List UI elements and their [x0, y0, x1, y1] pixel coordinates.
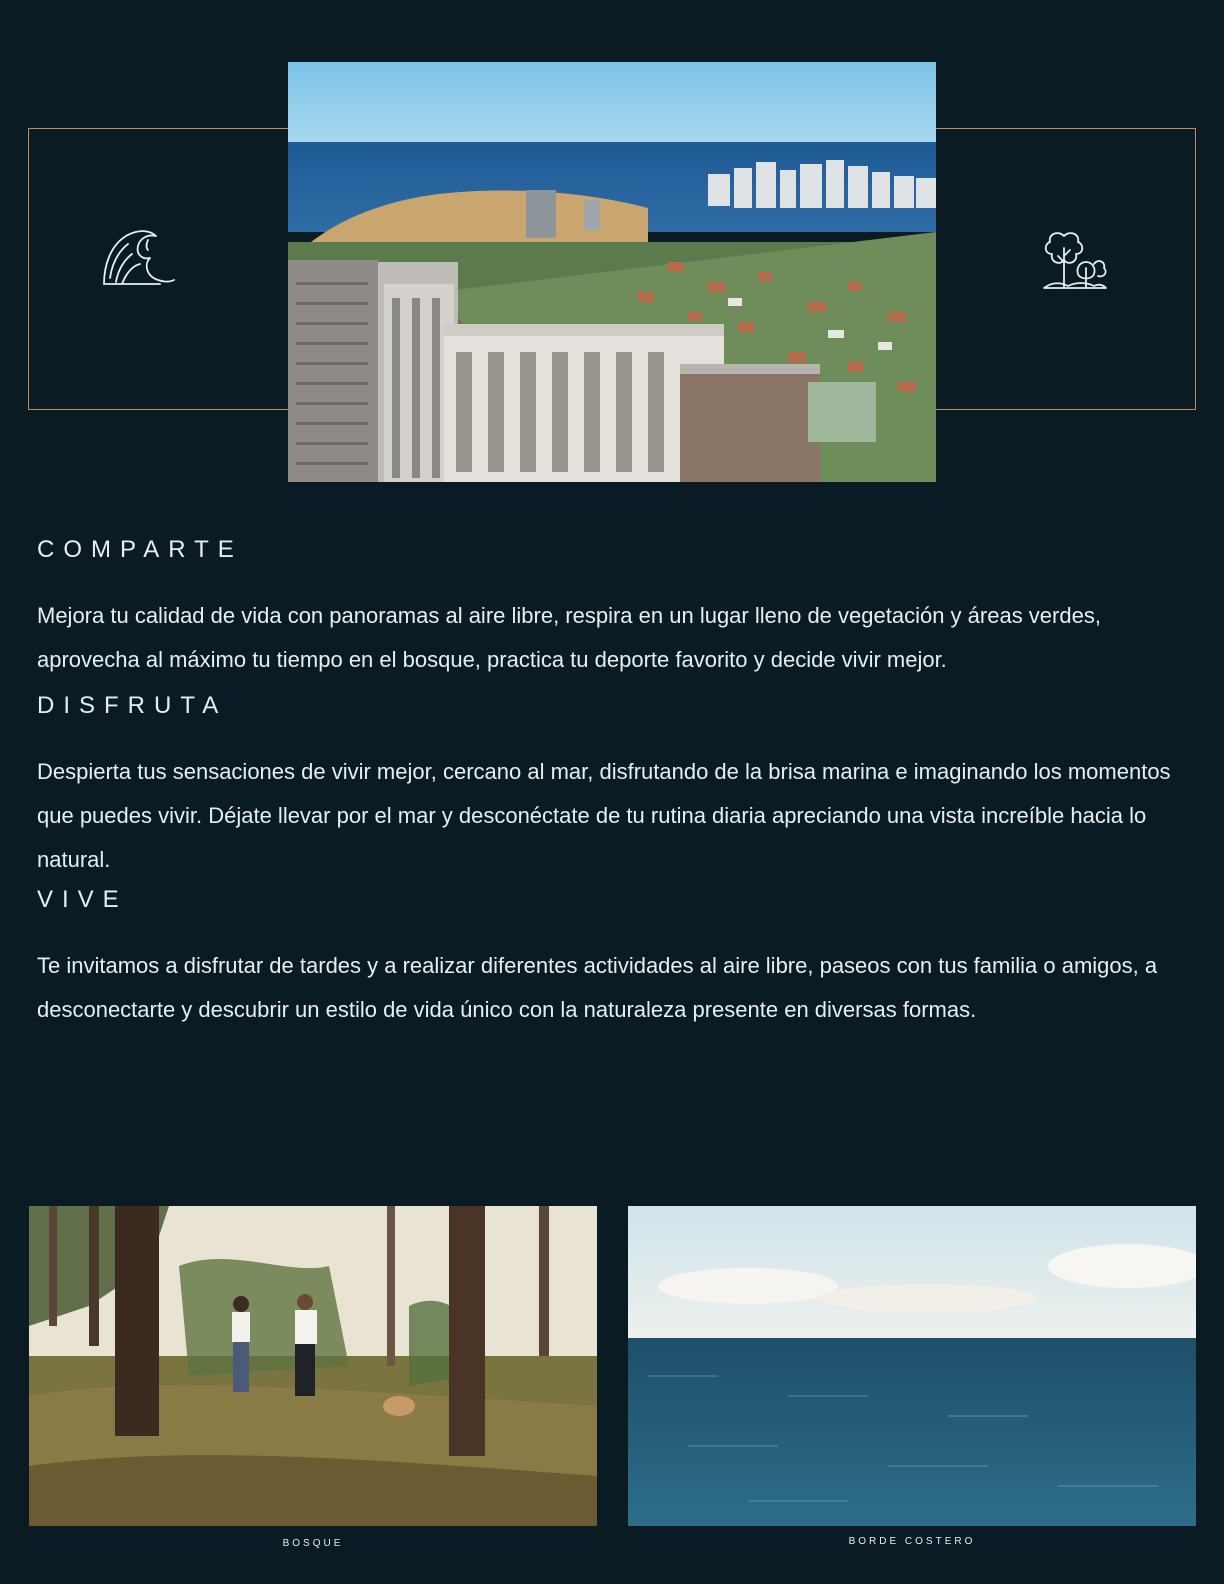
section-text-vive: Te invitamos a disfrutar de tardes y a realizar diferentes actividades al aire libre, paseos con tus familia o amigos, a desconectarte y descubrir un estilo de vida único con la naturaleza presente en diversas formas. — [37, 953, 1158, 1022]
section-heading-comparte: COMPARTE — [37, 536, 243, 563]
section-heading-disfruta: DISFRUTA — [37, 692, 228, 719]
text-content — [37, 536, 1197, 1032]
hero-city-photo — [288, 62, 936, 482]
caption-borde-costero: BORDE COSTERO — [848, 1536, 976, 1547]
ocean-photo — [628, 1206, 1196, 1526]
trees-icon — [1042, 228, 1108, 292]
section-text-disfruta: Despierta tus sensaciones de vivir mejor, cercano al mar, disfrutando de la brisa marina e imaginando los momentos que puedes vivir. Déjate llevar por el mar y desconéctate de tu rutina diaria apreciando una vista increíble hacia lo natural. — [37, 759, 1171, 872]
caption-bosque: BOSQUE — [282, 1538, 344, 1549]
section-heading-vive: VIVE — [37, 886, 128, 913]
forest-photo — [29, 1206, 597, 1526]
section-text-comparte: Mejora tu calidad de vida con panoramas al aire libre, respira en un lugar lleno de vegetación y áreas verdes, aprovecha al máximo tu tiempo en el bosque, practica tu deporte favorito y decide vivir mejor. — [37, 603, 1101, 672]
wave-icon — [100, 226, 176, 288]
